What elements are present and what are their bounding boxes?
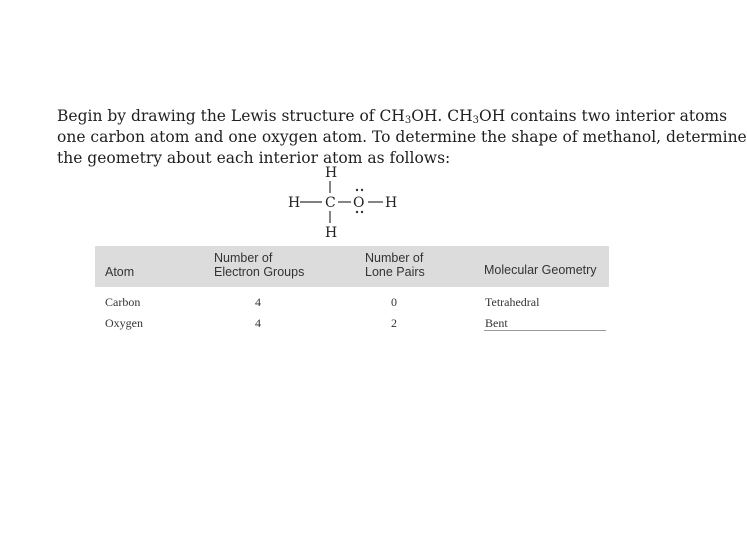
lewis-atom-oxygen: O — [353, 195, 365, 211]
table-bottom-rule — [484, 330, 606, 331]
cell-atom: Carbon — [105, 295, 141, 309]
lewis-atom-bottom-h: H — [325, 225, 338, 241]
lewis-atom-right-h: H — [385, 195, 398, 211]
header-lone-pairs: Number of Lone Pairs — [365, 251, 425, 279]
table-row — [95, 311, 609, 332]
cell-electron-groups: 4 — [255, 316, 261, 330]
lone-pair-dot-bottom-right — [361, 211, 363, 213]
cell-lone-pairs: 0 — [391, 295, 397, 309]
lone-pair-dot-top-left — [356, 189, 358, 191]
lewis-atom-carbon: C — [325, 195, 336, 211]
header-molecular-geometry: Molecular Geometry — [484, 263, 597, 277]
paragraph-line-2: one carbon atom and one oxygen atom. To determine the shape of methanol, determine — [57, 128, 747, 146]
header-electron-groups: Number of Electron Groups — [214, 251, 305, 279]
lewis-atom-left-h: H — [288, 195, 301, 211]
table-row — [95, 290, 609, 311]
cell-electron-groups: 4 — [255, 295, 261, 309]
header-atom: Atom — [105, 265, 135, 279]
geometry-table — [95, 246, 609, 332]
cell-atom: Oxygen — [105, 316, 143, 330]
lewis-structure-diagram — [280, 160, 420, 240]
cell-lone-pairs: 2 — [391, 316, 397, 330]
paragraph-line-3: the geometry about each interior atom as follows: — [57, 149, 451, 167]
table-header — [95, 246, 609, 287]
cell-molecular-geometry: Tetrahedral — [485, 295, 540, 309]
cell-molecular-geometry: Bent — [485, 316, 508, 330]
methanol-lewis-structure — [280, 160, 420, 240]
paragraph-line-1: Begin by drawing the Lewis structure of $CH_3OH$. $CH_3OH$ contains two interior atoms — [57, 107, 728, 126]
lone-pair-dot-top-right — [361, 189, 363, 191]
lone-pair-dot-bottom-left — [356, 211, 358, 213]
lewis-atom-top-h: H — [325, 165, 338, 181]
